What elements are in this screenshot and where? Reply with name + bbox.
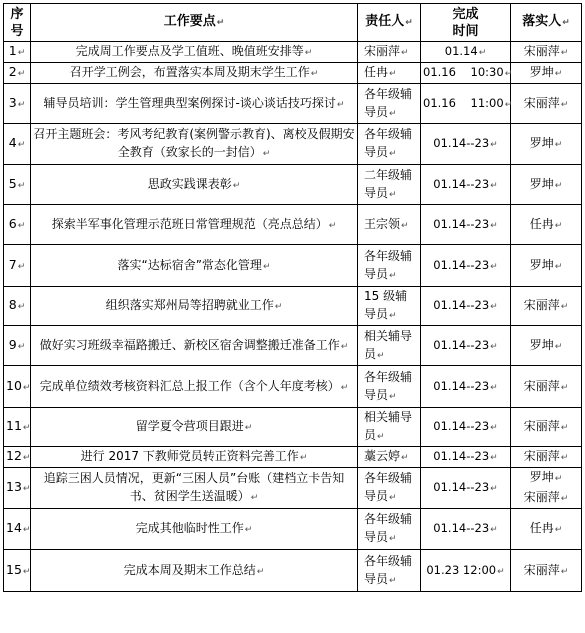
paragraph-mark: ↵ bbox=[560, 99, 569, 110]
header-task: 工作要点↵ bbox=[31, 4, 358, 42]
responsible-person: 各年级辅导员 bbox=[364, 127, 413, 159]
implementer-cell bbox=[511, 84, 582, 124]
paragraph-mark: ↵ bbox=[560, 423, 569, 433]
implementer-line bbox=[513, 296, 579, 316]
row-number-cell bbox=[4, 245, 31, 287]
paragraph-mark: ↵ bbox=[497, 566, 505, 577]
implementer: 宋丽萍 bbox=[523, 419, 560, 433]
table-row bbox=[4, 245, 582, 287]
paragraph-mark: ↵ bbox=[560, 453, 569, 463]
paragraph-mark: ↵ bbox=[17, 341, 26, 352]
table-header-row bbox=[4, 4, 582, 42]
task-cell bbox=[31, 468, 358, 509]
implementer-cell bbox=[511, 245, 582, 287]
paragraph-mark: ↵ bbox=[262, 261, 271, 272]
paragraph-mark: ↵ bbox=[490, 180, 498, 191]
paragraph-mark: ↵ bbox=[554, 525, 563, 535]
task-cell bbox=[31, 509, 358, 550]
time-cell bbox=[421, 165, 511, 205]
paragraph-mark: ↵ bbox=[256, 566, 265, 577]
time-cell bbox=[421, 245, 511, 287]
time-cell bbox=[421, 509, 511, 550]
row-number: 9 bbox=[8, 336, 17, 352]
table-body bbox=[4, 42, 582, 592]
table-row bbox=[4, 366, 582, 408]
implementer-cell bbox=[511, 63, 582, 84]
paragraph-mark: ↵ bbox=[310, 69, 319, 79]
paragraph-mark: ↵ bbox=[232, 180, 241, 191]
paragraph-mark: ↵ bbox=[490, 453, 498, 463]
row-number: 12 bbox=[6, 448, 22, 463]
implementer-line bbox=[513, 63, 579, 83]
paragraph-mark: ↵ bbox=[490, 423, 498, 433]
row-number: 6 bbox=[8, 215, 17, 231]
completion-time: 01.14 bbox=[444, 44, 478, 58]
implementer: 罗坤 bbox=[529, 337, 554, 352]
paragraph-mark: ↵ bbox=[490, 382, 498, 393]
responsible-person: 各年级辅导员 bbox=[364, 248, 413, 281]
time-cell bbox=[421, 42, 511, 63]
task-cell bbox=[31, 287, 358, 326]
paragraph-mark: ↵ bbox=[274, 302, 283, 312]
completion-time: 01.14--23 bbox=[433, 378, 490, 393]
paragraph-mark: ↵ bbox=[17, 302, 26, 312]
responsible-person: 相关辅导员 bbox=[364, 328, 413, 361]
paragraph-mark: ↵ bbox=[560, 382, 569, 393]
paragraph-mark: ↵ bbox=[401, 220, 409, 231]
task-text: 完成周工作要点及学工值班、晚值班安排等 bbox=[75, 44, 304, 58]
person-cell bbox=[358, 205, 421, 245]
row-number: 13 bbox=[6, 479, 22, 494]
responsible-person: 宋丽萍 bbox=[364, 44, 401, 58]
row-number: 8 bbox=[8, 297, 17, 312]
completion-time: 01.14--23 bbox=[433, 337, 490, 352]
row-number-cell bbox=[4, 408, 31, 447]
implementer-line bbox=[513, 519, 579, 539]
time-cell bbox=[421, 408, 511, 447]
paragraph-mark: ↵ bbox=[490, 341, 498, 352]
task-text: 组织落实郑州局等招聘就业工作 bbox=[105, 298, 274, 312]
implementer-cell bbox=[511, 165, 582, 205]
row-number-cell bbox=[4, 468, 31, 509]
row-number-cell bbox=[4, 326, 31, 366]
row-number: 11 bbox=[6, 418, 22, 433]
implementer: 宋丽萍 bbox=[523, 95, 560, 110]
paragraph-mark: ↵ bbox=[22, 423, 31, 433]
implementer-line bbox=[513, 447, 579, 467]
responsible-person: 相关辅导员 bbox=[364, 410, 413, 442]
implementer-line bbox=[513, 215, 579, 235]
row-number: 2 bbox=[8, 64, 17, 79]
person-cell bbox=[358, 84, 421, 124]
work-plan-sheet bbox=[3, 3, 582, 592]
implementer: 罗坤 bbox=[529, 65, 554, 79]
paragraph-mark: ↵ bbox=[478, 48, 487, 58]
task-cell bbox=[31, 205, 358, 245]
task-cell bbox=[31, 366, 358, 408]
task-text: 召开学工例会，布置落实本周及期末学生工作 bbox=[69, 65, 310, 79]
implementer: 罗坤 bbox=[529, 470, 554, 484]
completion-time: 01.14--23 bbox=[433, 449, 490, 463]
time-cell bbox=[421, 447, 511, 468]
responsible-person: 各年级辅导员 bbox=[364, 471, 413, 503]
implementer-line bbox=[513, 175, 579, 195]
table-row bbox=[4, 84, 582, 124]
work-plan-table bbox=[3, 3, 582, 592]
paragraph-mark: ↵ bbox=[17, 69, 26, 79]
implementer-cell bbox=[511, 205, 582, 245]
paragraph-mark: ↵ bbox=[490, 302, 498, 312]
paragraph-mark: ↵ bbox=[340, 341, 349, 352]
implementer-cell bbox=[511, 509, 582, 550]
task-cell bbox=[31, 165, 358, 205]
paragraph-mark: ↵ bbox=[17, 261, 26, 272]
task-cell bbox=[31, 245, 358, 287]
person-cell bbox=[358, 42, 421, 63]
paragraph-mark: ↵ bbox=[490, 261, 498, 272]
task-text: 进行 2017 下教师党员转正资料完善工作 bbox=[80, 449, 299, 463]
paragraph-mark: ↵ bbox=[389, 493, 397, 503]
implementer-line bbox=[513, 42, 579, 62]
paragraph-mark: ↵ bbox=[560, 302, 569, 312]
implementer-cell bbox=[511, 42, 582, 63]
task-text: 完成本周及期末工作总结 bbox=[123, 562, 256, 577]
person-cell bbox=[358, 63, 421, 84]
completion-time: 01.14--23 bbox=[433, 216, 490, 231]
paragraph-mark: ↵ bbox=[401, 453, 409, 463]
table-row bbox=[4, 124, 582, 165]
task-cell bbox=[31, 408, 358, 447]
implementer-cell bbox=[511, 366, 582, 408]
implementer: 宋丽萍 bbox=[523, 378, 560, 393]
task-text: 做好实习班级幸福路搬迁、新校区宿舍调整搬迁准备工作 bbox=[39, 337, 340, 352]
person-cell bbox=[358, 408, 421, 447]
time-cell bbox=[421, 550, 511, 592]
row-number-cell bbox=[4, 366, 31, 408]
row-number-cell bbox=[4, 205, 31, 245]
implementer: 罗坤 bbox=[529, 176, 554, 191]
implementer-line bbox=[513, 256, 579, 276]
time-cell bbox=[421, 63, 511, 84]
time-cell bbox=[421, 366, 511, 408]
responsible-person: 各年级辅导员 bbox=[364, 512, 413, 544]
row-number-cell bbox=[4, 509, 31, 550]
table-row bbox=[4, 447, 582, 468]
implementer-line bbox=[513, 488, 579, 508]
paragraph-mark: ↵ bbox=[560, 566, 569, 577]
task-text: 辅导员培训：学生管理典型案例探讨-谈心谈话技巧探讨 bbox=[43, 95, 336, 110]
implementer-line bbox=[513, 94, 579, 114]
task-cell bbox=[31, 447, 358, 468]
paragraph-mark: ↵ bbox=[262, 149, 271, 159]
row-number-cell bbox=[4, 124, 31, 165]
row-number: 10 bbox=[6, 377, 22, 393]
implementer-line bbox=[513, 134, 579, 154]
task-cell bbox=[31, 550, 358, 592]
completion-time: 01.14--23 bbox=[433, 136, 490, 150]
completion-time: 01.14--23 bbox=[433, 419, 490, 433]
person-cell bbox=[358, 468, 421, 509]
implementer-cell bbox=[511, 447, 582, 468]
person-cell bbox=[358, 550, 421, 592]
header-num: 序 号 bbox=[4, 4, 31, 42]
paragraph-mark: ↵ bbox=[22, 525, 31, 535]
responsible-person: 各年级辅导员 bbox=[364, 553, 413, 586]
implementer: 宋丽萍 bbox=[523, 562, 560, 577]
responsible-person: 王宗领 bbox=[364, 216, 401, 231]
paragraph-mark: ↵ bbox=[377, 350, 385, 361]
time-cell bbox=[421, 84, 511, 124]
row-number: 7 bbox=[8, 256, 17, 272]
table-row bbox=[4, 326, 582, 366]
person-cell bbox=[358, 165, 421, 205]
task-text: 落实“达标宿舍”常态化管理 bbox=[117, 257, 262, 272]
task-cell bbox=[31, 42, 358, 63]
paragraph-mark: ↵ bbox=[554, 220, 563, 231]
responsible-person: 各年级辅导员 bbox=[364, 369, 413, 402]
time-cell bbox=[421, 468, 511, 509]
paragraph-mark: ↵ bbox=[490, 220, 498, 231]
row-number-cell bbox=[4, 63, 31, 84]
implementer: 任冉 bbox=[529, 216, 554, 231]
header-time: 完成 时间 bbox=[421, 4, 511, 42]
paragraph-mark: ↵ bbox=[504, 69, 513, 79]
responsible-person: 二年级辅导员 bbox=[364, 167, 413, 200]
paragraph-mark: ↵ bbox=[17, 220, 26, 231]
paragraph-mark: ↵ bbox=[560, 494, 569, 504]
paragraph-mark: ↵ bbox=[340, 382, 349, 393]
implementer-line bbox=[513, 417, 579, 437]
task-text: 思政实践课表彰 bbox=[147, 176, 232, 191]
completion-time: 01.16 11:00 bbox=[423, 95, 504, 110]
implementer-cell bbox=[511, 287, 582, 326]
header-impl: 落实人↵ bbox=[511, 4, 582, 42]
paragraph-mark: ↵ bbox=[336, 99, 345, 110]
completion-time: 01.16 10:30 bbox=[423, 65, 504, 79]
paragraph-mark: ↵ bbox=[389, 311, 397, 321]
task-text: 追踪三困人员情况，更新“三困人员”台账（建档立卡告知书、贫困学生送温暖） bbox=[43, 471, 345, 503]
table-row bbox=[4, 287, 582, 326]
implementer: 任冉 bbox=[529, 521, 554, 535]
paragraph-mark: ↵ bbox=[377, 432, 385, 442]
row-number-cell bbox=[4, 42, 31, 63]
responsible-person: 各年级辅导员 bbox=[364, 86, 413, 119]
row-number: 15 bbox=[6, 561, 22, 577]
paragraph-mark: ↵ bbox=[328, 220, 337, 231]
completion-time: 01.14--23 bbox=[433, 480, 490, 494]
implementer-cell bbox=[511, 408, 582, 447]
task-text: 探索半军事化管理示范班日常管理规范（亮点总结） bbox=[51, 216, 328, 231]
paragraph-mark: ↵ bbox=[554, 140, 563, 150]
paragraph-mark: ↵ bbox=[22, 382, 31, 393]
paragraph-mark: ↵ bbox=[244, 423, 253, 433]
implementer: 宋丽萍 bbox=[523, 298, 560, 312]
implementer: 宋丽萍 bbox=[523, 44, 560, 58]
paragraph-mark: ↵ bbox=[17, 140, 26, 150]
implementer-line bbox=[513, 561, 579, 581]
person-cell bbox=[358, 447, 421, 468]
implementer-line bbox=[513, 336, 579, 356]
paragraph-mark: ↵ bbox=[389, 69, 397, 79]
paragraph-mark: ↵ bbox=[490, 525, 498, 535]
implementer: 罗坤 bbox=[529, 257, 554, 272]
row-number: 4 bbox=[8, 135, 17, 150]
implementer: 宋丽萍 bbox=[523, 490, 560, 504]
paragraph-mark: ↵ bbox=[22, 453, 31, 463]
row-number-cell bbox=[4, 447, 31, 468]
person-cell bbox=[358, 287, 421, 326]
paragraph-mark: ↵ bbox=[299, 453, 308, 463]
task-cell bbox=[31, 124, 358, 165]
responsible-person: 15 级辅导员 bbox=[364, 289, 408, 321]
row-number: 14 bbox=[6, 520, 22, 535]
table-row bbox=[4, 509, 582, 550]
paragraph-mark: ↵ bbox=[554, 474, 563, 484]
completion-time: 01.14--23 bbox=[433, 521, 490, 535]
paragraph-mark: ↵ bbox=[560, 48, 569, 58]
paragraph-mark: ↵ bbox=[389, 270, 397, 281]
paragraph-mark: ↵ bbox=[554, 180, 563, 191]
table-row bbox=[4, 468, 582, 509]
completion-time: 01.14--23 bbox=[433, 298, 490, 312]
table-row bbox=[4, 165, 582, 205]
implementer-cell bbox=[511, 468, 582, 509]
task-cell bbox=[31, 84, 358, 124]
task-text: 完成其他临时性工作 bbox=[135, 521, 244, 535]
task-text: 完成单位绩效考核资料汇总上报工作（含个人年度考核） bbox=[39, 378, 340, 393]
paragraph-mark: ↵ bbox=[389, 534, 397, 544]
responsible-person: 藁云婷 bbox=[364, 449, 401, 463]
person-cell bbox=[358, 326, 421, 366]
paragraph-mark: ↵ bbox=[17, 180, 26, 191]
task-cell bbox=[31, 326, 358, 366]
header-person: 责任人↵ bbox=[358, 4, 421, 42]
row-number-cell bbox=[4, 550, 31, 592]
paragraph-mark: ↵ bbox=[554, 341, 563, 352]
completion-time: 01.23 12:00 bbox=[426, 562, 497, 577]
implementer-line bbox=[513, 377, 579, 397]
paragraph-mark: ↵ bbox=[504, 99, 513, 110]
paragraph-mark: ↵ bbox=[244, 525, 253, 535]
paragraph-mark: ↵ bbox=[17, 99, 26, 110]
person-cell bbox=[358, 245, 421, 287]
task-text: 召开主题班会：考风考纪教育(案例警示教育)、离校及假期安全教育（致家长的一封信） bbox=[33, 127, 355, 159]
paragraph-mark: ↵ bbox=[554, 69, 563, 79]
implementer-cell bbox=[511, 326, 582, 366]
implementer: 罗坤 bbox=[529, 136, 554, 150]
table-row bbox=[4, 42, 582, 63]
row-number: 1 bbox=[8, 43, 17, 58]
implementer-line bbox=[513, 468, 579, 488]
paragraph-mark: ↵ bbox=[389, 189, 397, 200]
time-cell bbox=[421, 326, 511, 366]
paragraph-mark: ↵ bbox=[490, 140, 498, 150]
paragraph-mark: ↵ bbox=[389, 108, 397, 119]
paragraph-mark: ↵ bbox=[250, 493, 259, 503]
task-cell bbox=[31, 63, 358, 84]
row-number: 3 bbox=[8, 94, 17, 110]
row-number-cell bbox=[4, 165, 31, 205]
row-number-cell bbox=[4, 84, 31, 124]
time-cell bbox=[421, 205, 511, 245]
implementer-cell bbox=[511, 124, 582, 165]
person-cell bbox=[358, 509, 421, 550]
paragraph-mark: ↵ bbox=[22, 566, 31, 577]
table-row bbox=[4, 550, 582, 592]
time-cell bbox=[421, 124, 511, 165]
table-row bbox=[4, 205, 582, 245]
row-number: 5 bbox=[8, 175, 17, 191]
implementer: 宋丽萍 bbox=[523, 449, 560, 463]
paragraph-mark: ↵ bbox=[554, 261, 563, 272]
paragraph-mark: ↵ bbox=[304, 48, 313, 58]
completion-time: 01.14--23 bbox=[433, 257, 490, 272]
table-row bbox=[4, 63, 582, 84]
time-cell bbox=[421, 287, 511, 326]
paragraph-mark: ↵ bbox=[490, 484, 498, 494]
paragraph-mark: ↵ bbox=[389, 575, 397, 586]
paragraph-mark: ↵ bbox=[22, 484, 31, 494]
paragraph-mark: ↵ bbox=[389, 391, 397, 402]
paragraph-mark: ↵ bbox=[17, 48, 26, 58]
paragraph-mark: ↵ bbox=[389, 149, 397, 159]
table-row bbox=[4, 408, 582, 447]
completion-time: 01.14--23 bbox=[433, 176, 490, 191]
task-text: 留学夏令营项目跟进 bbox=[135, 419, 244, 433]
responsible-person: 任冉 bbox=[364, 65, 389, 79]
person-cell bbox=[358, 366, 421, 408]
row-number-cell bbox=[4, 287, 31, 326]
paragraph-mark: ↵ bbox=[401, 48, 409, 58]
implementer-cell bbox=[511, 550, 582, 592]
person-cell bbox=[358, 124, 421, 165]
